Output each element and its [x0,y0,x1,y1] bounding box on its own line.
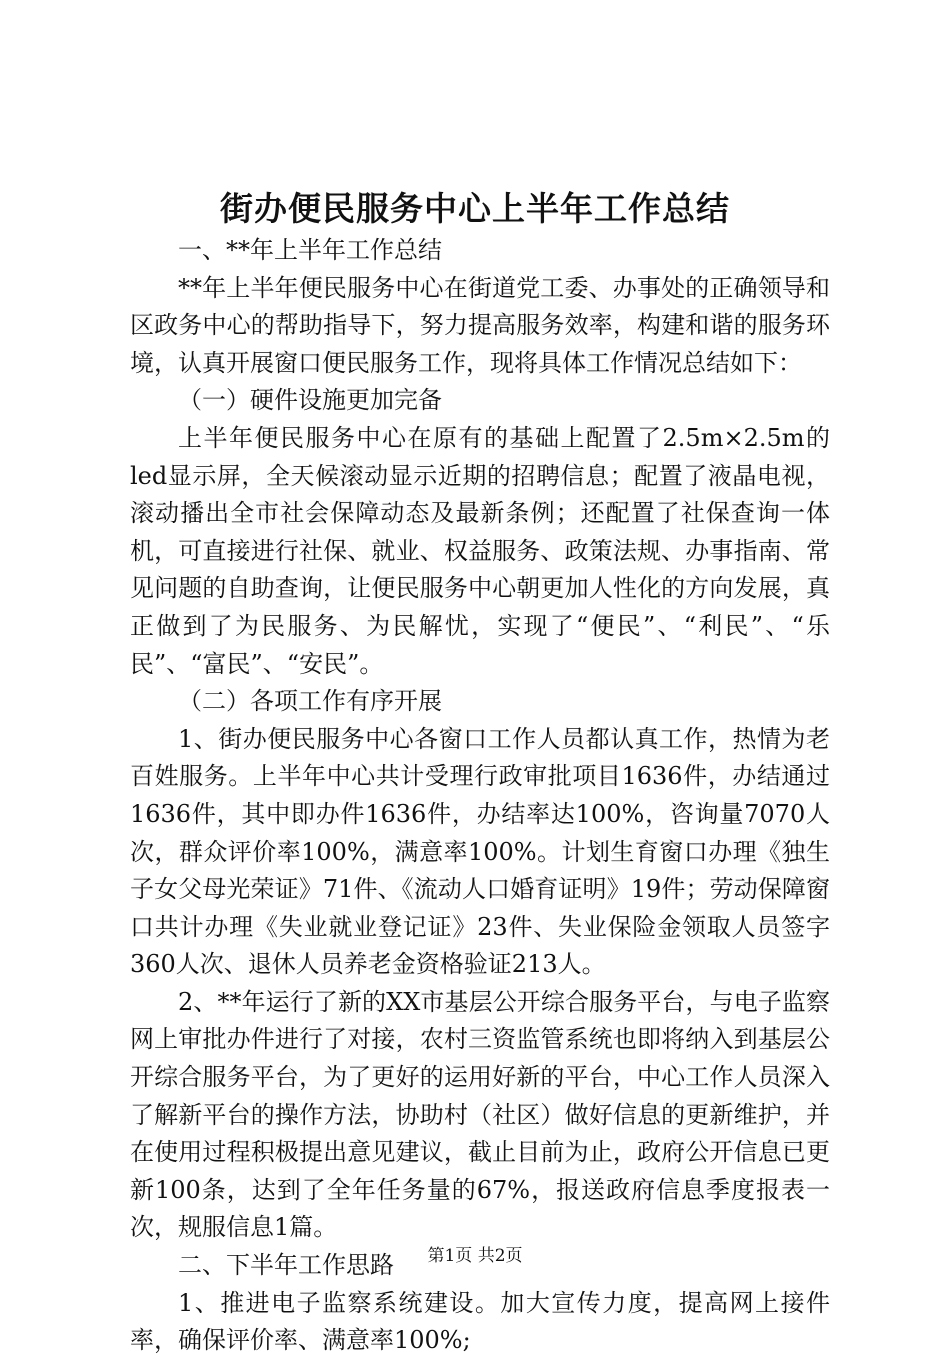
subsection-heading-hardware: （一）硬件设施更加完备 [178,386,442,415]
document-body [130,232,830,1360]
work-paragraph-2: 2、**年运行了新的XX市基层公开综合服务平台，与电子监察网上审批办件进行了对接，农村三资监管系统也即将纳入到基层公开综合服务平台，为了更好的运用好新的平台，中心工作人员深入了解新平台的操作方法，协助村（社区）做好信息的更新维护，并在使用过程积极提出意见建议，截止目前为止，政府公开信息已更新100条，达到了全年任务量的67%，报送政府信息季度报表一次，规服信息1篇。 [130,987,830,1242]
section-heading-1: 一、**年上半年工作总结 [178,236,442,264]
subsection-heading-work: （二）各项工作有序开展 [178,687,442,716]
document-title: 街办便民服务中心上半年工作总结 [220,189,730,228]
work-paragraph-1: 1、街办便民服务中心各窗口工作人员都认真工作，热情为老百姓服务。上半年中心共计受理行政审批项目1636件，办结通过1636件，其中即办件1636件，办结率达100%，咨询量7070人次，群众评价率100%，满意率100%。计划生育窗口办理《独生子女父母光荣证》71件、《流动人口婚育证明》19件；劳动保障窗口共计办理《失业就业登记证》23件、失业保险金领取人员签字360人次、退休人员养老金资格验证213人。 [130,724,830,979]
section-heading-2: 二、下半年工作思路 [178,1251,394,1280]
intro-paragraph: **年上半年便民服务中心在街道党工委、办事处的正确领导和区政务中心的帮助指导下，努力提高服务效率，构建和谐的服务环境，认真开展窗口便民服务工作，现将具体工作情况总结如下： [130,273,830,377]
page-footer: 第1页 共2页 [427,1246,523,1266]
hardware-paragraph: 上半年便民服务中心在原有的基础上配置了2.5m×2.5m的led显示屏，全天候滚动显示近期的招聘信息；配置了液晶电视，滚动播出全市社会保障动态及最新条例；还配置了社保查询一体机，可直接进行社保、就业、权益服务、政策法规、办事指南、常见问题的自助查询，让便民服务中心朝更加人性化的方向发展，真正做到了为民服务、为民解忧，实现了“便民”、“利民”、“乐民”、“富民”、“安民”。 [130,423,830,678]
plan-paragraph-1: 1、推进电子监察系统建设。加大宣传力度，提高网上接件率，确保评价率、满意率100%; [130,1288,830,1355]
